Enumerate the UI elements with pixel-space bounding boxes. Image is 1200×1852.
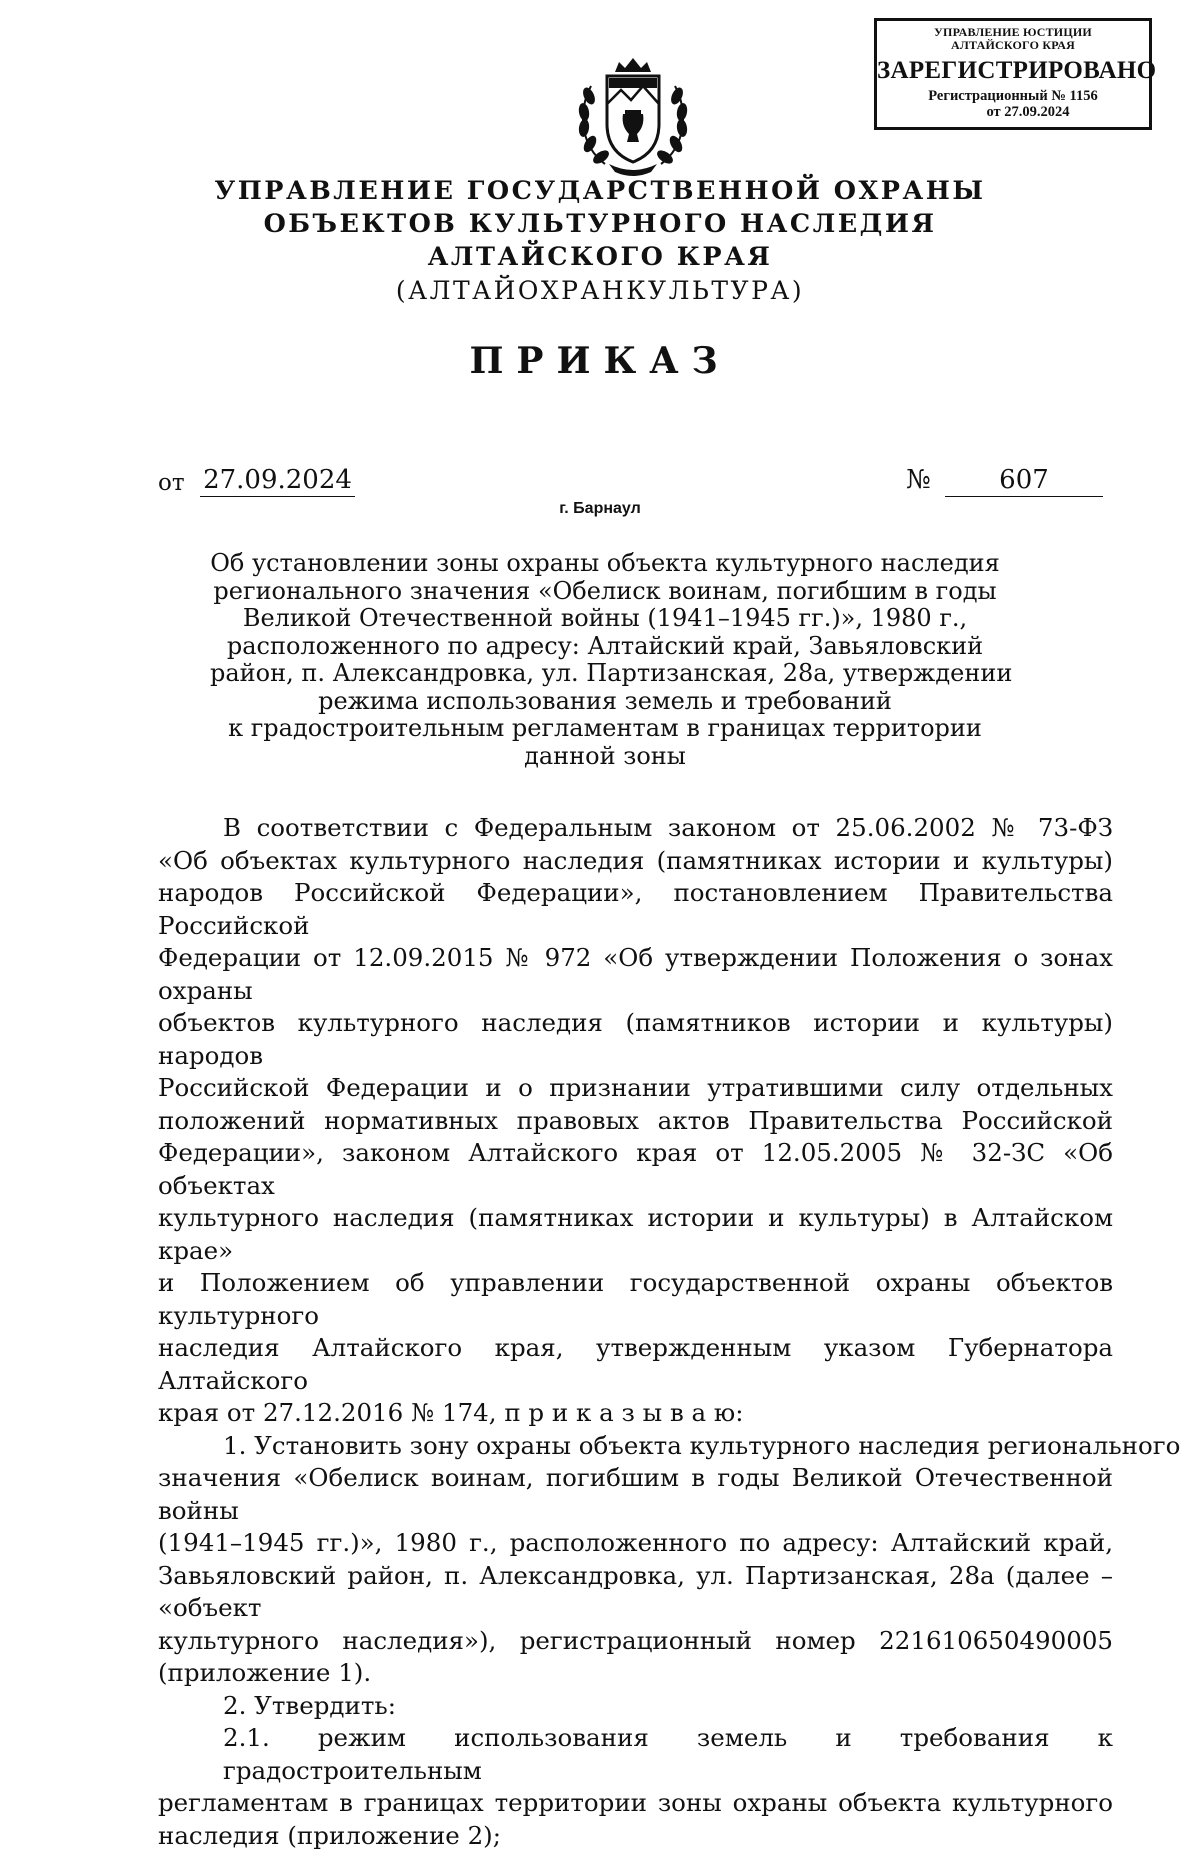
order-subject <box>210 550 1000 770</box>
date-label: от <box>158 470 185 496</box>
org-name-line1: УПРАВЛЕНИЕ ГОСУДАРСТВЕННОЙ ОХРАНЫ <box>0 176 1200 206</box>
subject-line: Об установлении зоны охраны объекта культурного наследия <box>210 550 1000 578</box>
order-number: 607 <box>945 464 1103 497</box>
body-line: (1941–1945 гг.)», 1980 г., расположенного по адресу: Алтайский край, <box>158 1527 1113 1560</box>
order-body <box>158 812 1113 1852</box>
body-line: края от 27.12.2016 № 174, п р и к а з ы в а ю: <box>158 1397 1113 1430</box>
subject-line: Великой Отечественной войны (1941–1945 гг.)», 1980 г., <box>210 605 1000 633</box>
subject-line: район, п. Александровка, ул. Партизанская, 28а, утверждении <box>210 660 1000 688</box>
number-label: № <box>906 465 931 495</box>
body-line: «Об объектах культурного наследия (памятниках истории и культуры) <box>158 845 1113 878</box>
org-name-line3: АЛТАЙСКОГО КРАЯ <box>0 242 1200 272</box>
stamp-org-line1: УПРАВЛЕНИЕ ЮСТИЦИИ <box>877 26 1149 39</box>
body-line: Федерации от 12.09.2015 № 972 «Об утверждении Положения о зонах охраны <box>158 942 1113 1007</box>
body-line: и Положением об управлении государственной охраны объектов культурного <box>158 1267 1113 1332</box>
stamp-reg-number: Регистрационный № 1156 <box>877 88 1149 104</box>
document-type-title: ПРИКАЗ <box>0 340 1200 382</box>
body-line: Федерации», законом Алтайского края от 12.05.2005 № 32-ЗС «Об объектах <box>158 1137 1113 1202</box>
body-line: 2.1. режим использования земель и требования к градостроительным <box>158 1722 1113 1787</box>
subject-line: регионального значения «Обелиск воинам, погибшим в годы <box>210 578 1000 606</box>
subject-line: расположенного по адресу: Алтайский край, Завьяловский <box>210 633 1000 661</box>
body-line: (приложение 1). <box>158 1657 1113 1690</box>
subject-line: режима использования земель и требований <box>210 688 1000 716</box>
body-line: регламентам в границах территории зоны охраны объекта культурного <box>158 1787 1113 1820</box>
body-line: наследия Алтайского края, утвержденным указом Губернатора Алтайского <box>158 1332 1113 1397</box>
body-line: значения «Обелиск воинам, погибшим в годы Великой Отечественной войны <box>158 1462 1113 1527</box>
body-line: Российской Федерации и о признании утратившими силу отдельных <box>158 1072 1113 1105</box>
stamp-org-line2: АЛТАЙСКОГО КРАЯ <box>877 39 1149 52</box>
body-line: народов Российской Федерации», постановлением Правительства Российской <box>158 877 1113 942</box>
altai-krai-coat-of-arms-icon <box>571 52 695 180</box>
body-line: положений нормативных правовых актов Правительства Российской <box>158 1105 1113 1138</box>
body-line: Завьяловский район, п. Александровка, ул. Партизанская, 28а (далее – «объект <box>158 1560 1113 1625</box>
org-short-name: (АЛТАЙОХРАНКУЛЬТУРА) <box>0 276 1200 305</box>
city: г. Барнаул <box>0 500 1200 518</box>
org-name-line2: ОБЪЕКТОВ КУЛЬТУРНОГО НАСЛЕДИЯ <box>0 209 1200 239</box>
body-line: культурного наследия (памятниках истории и культуры) в Алтайском крае» <box>158 1202 1113 1267</box>
body-line: 2. Утвердить: <box>158 1690 1113 1723</box>
subject-line: данной зоны <box>210 743 1000 771</box>
body-line: объектов культурного наследия (памятников истории и культуры) народов <box>158 1007 1113 1072</box>
stamp-title: ЗАРЕГИСТРИРОВАНО <box>877 56 1149 86</box>
body-line: 1. Установить зону охраны объекта культурного наследия регионального <box>158 1430 1113 1463</box>
order-date: 27.09.2024 <box>200 464 355 497</box>
body-line: наследия (приложение 2); <box>158 1820 1113 1852</box>
body-line: В соответствии с Федеральным законом от 25.06.2002 № 73-ФЗ <box>158 812 1113 845</box>
stamp-reg-date: от 27.09.2024 <box>877 104 1149 120</box>
subject-line: к градостроительным регламентам в границах территории <box>210 715 1000 743</box>
body-line: культурного наследия»), регистрационный номер 221610650490005 <box>158 1625 1113 1658</box>
registration-stamp <box>874 18 1152 130</box>
